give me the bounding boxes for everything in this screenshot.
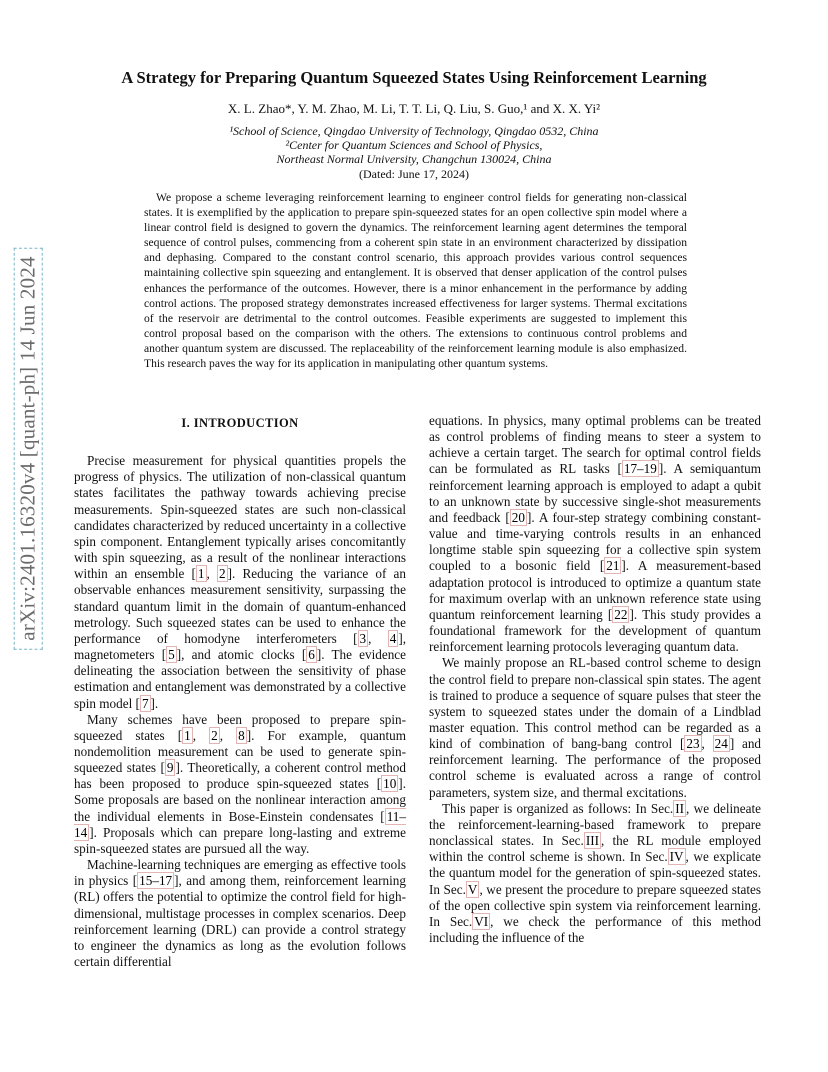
arxiv-identifier-stamp: [8, 238, 48, 658]
intro-paragraph-1: Precise measurement for physical quantities propels the progress of physics. The utilization of non-classical quantum states facilitates the pathway towards achieving precise measurements. Spin-squeezed states are such non-classical candidates characterized by reduced uncertainty in a collective spin component. Entanglement typically arises concomitantly with spin squeezing, as a result of the nonlinear interactions within an ensemble [ 1 , 2 ]. Reducing the variance of an observable enhances measurement sensitivity, surpassing the standard quantum limit in the domain of quantum-enhanced metrology. Such squeezed states can be used to enhance the performance of homodyne interferometers [ 3 , 4 ], magnetometers [ 5 ], and atomic clocks [ 6 ]. The evidence delineating the association between the sensitivity of phase estimation and entanglement was demonstrated by a collective spin model [ 7 ].: [74, 453, 407, 711]
section-link[interactable]: IV: [669, 849, 684, 865]
citation-link[interactable]: 10: [383, 776, 397, 792]
section-link[interactable]: II: [675, 800, 685, 816]
citation-link[interactable]: 24: [714, 736, 728, 752]
citation-link[interactable]: 2: [219, 566, 226, 582]
section-link[interactable]: V: [467, 881, 478, 897]
citation-link[interactable]: 20: [511, 509, 525, 525]
citation-link[interactable]: 1: [197, 566, 205, 582]
abstract: We propose a scheme leveraging reinforcement learning to engineer control fields for generating non-classical states. It is exemplified by the application to prepare spin-squeezed states for an open collective spin model where a linear control field is designed to govern the dynamics. The reinforcement learning agent determines the temporal sequence of control pulses, commencing from a coherent spin state in an environment characterized by dissipation and dephasing. Compared to the constant control scenario, this approach provides various control sequences maintaining collective spin squeezing and entanglement. It is observed that denser application of the control pulses enhances the performance of the outcomes. However, there is a minor enhancement in the performance by adding control actions. The proposed strategy demonstrates increased effectiveness for larger systems. Thermal excitations of the reservoir are detrimental to the control outcomes. Feasible experiments are suggested to implement this control proposal based on the comparison with the others. The extensions to continuous control problems and another quantum system are discussed. The replaceability of the reinforcement learning module is also emphasized. This research paves the way for its application in manipulating other quantum systems.: [144, 191, 687, 371]
citation-link[interactable]: 21: [606, 558, 620, 574]
citation-link[interactable]: 4: [389, 630, 397, 646]
citation-link[interactable]: 17–19: [623, 461, 657, 477]
affiliation-3: Northeast Normal University, Changchun 130024, China: [276, 152, 552, 166]
section-heading-introduction: I. INTRODUCTION: [181, 416, 299, 430]
paper-title: A Strategy for Preparing Quantum Squeezed States Using Reinforcement Learning: [121, 68, 707, 87]
citation-link[interactable]: 22: [614, 606, 628, 622]
intro-paragraph-3-continued: equations. In physics, many optimal problems can be treated as control problems of finding means to steer a system to achieve a certain target. The search for optimal control fields can be formulated as RL tasks [ 17–19 ]. A semiquantum reinforcement learning approach is employed to adapt a qubit to an unknown state by successive single-shot measurements and feedback [ 20 ]. A four-step strategy combining constant-value and time-varying controls results in an enhanced longtime stable spin squeezing for a collective spin system coupled to a bosonic field [ 21 ]. A measurement-based adaptation protocol is introduced to optimize a quantum state for maximum overlap with an unknown reference state using quantum reinforcement learning [ 22 ]. This study provides a foundational framework for the development of quantum reinforcement learning protocols leveraging quantum data.: [429, 413, 762, 655]
intro-paragraph-2: Many schemes have been proposed to prepare spin-squeezed states [ 1 , 2 , 8 ]. For example, quantum nondemolition measurement can be used to generate spin-squeezed states [ 9 ]. Theoretically, a coherent control method has been proposed to produce spin-squeezed states [ 10 ]. Some proposals are based on the nonlinear interaction among the individual elements in Bose-Einstein condensates [ 11–14 ]. Proposals which can prepare long-lasting and extreme spin-squeezed states are pursued all the way.: [74, 711, 407, 856]
citation-link[interactable]: 23: [686, 736, 700, 752]
citation-link[interactable]: 1: [184, 727, 191, 743]
citation-link[interactable]: 6: [308, 647, 315, 663]
intro-paragraph-3: Machine-learning techniques are emerging as effective tools in physics [ 15–17 ], and among them, reinforcement learning (RL) offers the potential to optimize the control field for high-dimensional, multistage processes in complex scenarios. Deep reinforcement learning (DRL) can provide a control strategy to engineer the dynamics as long as the evolution follows certain differential: [74, 857, 406, 969]
affiliation-1: ¹School of Science, Qingdao University of Technology, Qingdao 0532, China: [229, 124, 599, 138]
right-column: [429, 413, 761, 946]
section-link[interactable]: VI: [474, 913, 489, 929]
affiliation-2: ²Center for Quantum Sciences and School of Physics,: [285, 138, 543, 152]
date-line: (Dated: June 17, 2024): [359, 167, 469, 181]
citation-link[interactable]: 5: [168, 647, 175, 663]
section-link[interactable]: III: [585, 833, 600, 849]
citation-link[interactable]: 3: [359, 630, 367, 646]
intro-paragraph-4: We mainly propose an RL-based control scheme to design the control field to prepare non-classical spin states. The agent is trained to produce a sequence of square pulses that steer the system to squeezed states under the domain of a Lindblad master equation. This control method can be regarded as a kind of combination of bang-bang control [ 23 , 24 ] and reinforcement learning. The performance of the proposed control scheme is evaluated across a range of control parameters, system size, and thermal excitations.: [429, 655, 762, 800]
citation-link[interactable]: 15–17: [139, 873, 173, 889]
intro-paragraph-5: This paper is organized as follows: In Sec. II , we delineate the reinforcement-learning-based framework to prepare nonclassical states. In Sec. III , the RL module employed within the control scheme is shown. In Sec. IV , we explicate the quantum model for the generation of spin-squeezed states. In Sec. V , we present the procedure to prepare squeezed states of the open collective spin system via reinforcement learning. In Sec. VI , we check the performance of this method including the influence of the: [429, 800, 762, 945]
author-list: X. L. Zhao*, Y. M. Zhao, M. Li, T. T. Li, Q. Liu, S. Guo,¹ and X. X. Yi²: [227, 101, 601, 116]
arxiv-id: arXiv:2401.16320v4 [quant-ph] 14 Jun 2024: [14, 247, 43, 649]
citation-link[interactable]: 7: [141, 695, 149, 711]
citation-link[interactable]: 11–14: [74, 808, 406, 840]
citation-link[interactable]: 8: [238, 727, 245, 743]
citation-link[interactable]: 9: [166, 760, 174, 776]
citation-link[interactable]: 2: [211, 727, 218, 743]
left-column: [74, 413, 406, 970]
